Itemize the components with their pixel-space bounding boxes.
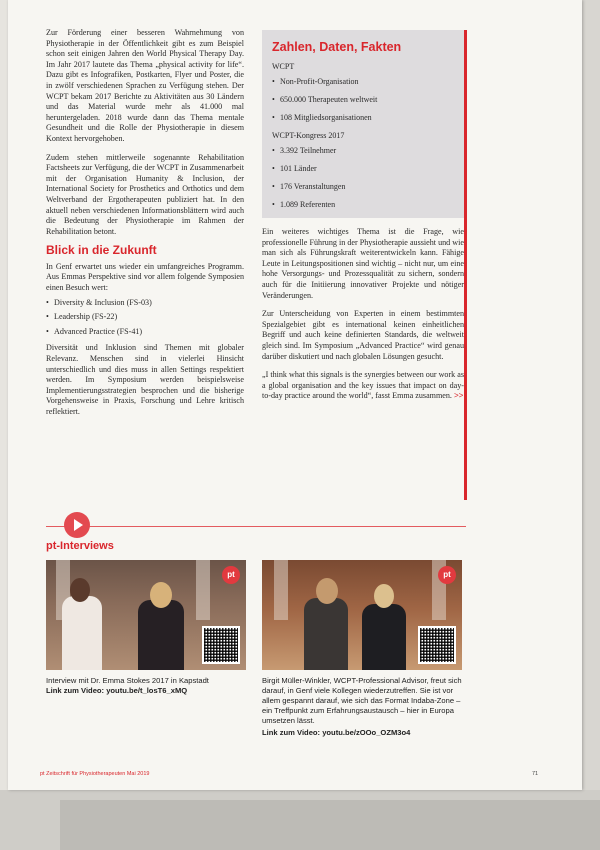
facts-title: Zahlen, Daten, Fakten	[272, 40, 402, 54]
footer-publication: pt Zeitschrift für Physiotherapeuten Mai 2019	[40, 771, 150, 777]
caption-1	[46, 676, 246, 696]
quote-paragraph	[262, 370, 464, 402]
list-item: • 1.089 Referenten	[272, 200, 464, 209]
facts-list	[272, 146, 464, 209]
list-item: • Diversity & Inclusion (FS-03)	[46, 298, 244, 309]
paragraph: Zur Unterscheidung von Experten in einem bestimmten Spezialgebiet gibt es international keinen einheitlichen Begriff und auch keine definierten Standards, die weltweit gleich sind. Im Symposium „Advanced Practice“ wird genau darüber diskutiert und nach globalen Lösungen gesucht.	[262, 309, 464, 361]
facts-list	[272, 77, 464, 122]
caption-text: Interview mit Dr. Emma Stokes 2017 in Kapstadt	[46, 676, 209, 685]
person-figure	[362, 604, 406, 670]
paragraph: Ein weiteres wichtiges Thema ist die Frage, wie professionelle Führung in der Physiotherapie aussieht und wie man sich als Führungskraft weiterentwickeln kann. Fähige Leute in Leitungspositionen sind wichtig – nicht nur, um eine hohe Versorgungs- und Prozessqualität zu sichern, sondern auch für die Initiierung innovativer Projekte und nötiger Veränderungen.	[262, 227, 464, 300]
right-column	[262, 227, 464, 410]
person-head	[374, 584, 394, 608]
caption-text: Birgit Müller-Winkler, WCPT-Professional Advisor, freut sich darauf, in Genf viele Kollegen wiederzutreffen. Sie ist vor allem gespannt darauf, wie sich das Format Indaba-Zone – ein Treffpunkt zum Erfahrungsaustausch – hier in Europa umsetzen lässt.	[262, 676, 462, 725]
list-item: • Leadership (FS-22)	[46, 312, 244, 323]
quote: „I think what this signals is the synergies between our work as a global organisation and the key issues that impact on day-to-day practice around the world“, fasst Emma zusammen.	[262, 370, 464, 401]
scan-background-dark	[60, 800, 600, 850]
symposium-list	[46, 298, 244, 338]
facts-subheading: WCPT-Kongress 2017	[272, 131, 345, 140]
person-head	[150, 582, 172, 608]
list-item: • 176 Veranstaltungen	[272, 182, 464, 191]
video-link[interactable]: Link zum Video: youtu.be/zOOo_OZM3o4	[262, 728, 411, 737]
pt-logo: pt	[438, 566, 456, 584]
window-shape	[274, 560, 288, 620]
interview-photo-2	[262, 560, 462, 670]
facts-subheading: WCPT	[272, 62, 295, 71]
list-item: • 650.000 Therapeuten weltweit	[272, 95, 464, 104]
person-head	[70, 578, 90, 602]
page-number: 71	[532, 771, 539, 777]
section-divider	[46, 526, 466, 527]
paragraph: In Genf erwartet uns wieder ein umfangreiches Programm. Aus Emmas Perspektive sind vor allem folgende Symposien einen Besuch wert:	[46, 261, 244, 293]
paragraph: Zur Förderung einer besseren Wahrnehmung von Physiotherapie in der Öffentlichkeit gibt es zum Beispiel schon seit einigen Jahren den World Physical Therapy Day. Im Jahr 2017 lautete das Thema „physical activity for life“. Dazu gibt es Infografiken, Postkarten, Flyer und Poster, die in zwölf verschiedenen Sprachen zu Verfügung stehen. Der WCPT bekam 2017 Berichte zu Aktivitäten aus 30 Ländern und das Material wurde mehr als 41.000 mal heruntergeladen. 2018 wurde dann das Thema mentale Gesundheit und die Rolle der Physiotherapie in diesem Kontext hervorgehoben.	[46, 28, 244, 143]
page-edge-right	[582, 0, 600, 790]
list-item: • 101 Länder	[272, 164, 464, 173]
list-item: • 108 Mitgliedsorganisationen	[272, 113, 464, 122]
pt-logo: pt	[222, 566, 240, 584]
paragraph: Zudem stehen mittlerweile sogenannte Rehabilitation Factsheets zur Verfügung, die der WCPT in Zusammenarbeit mit der Organisation Humanity & Inclusion, der International Society for Prosthetics and Orthotics und dem Weltverband der Ergotherapeuten publiziert hat. In den aktuell neben verschiedenen Informationsblättern wird auch die Bedeutung der Physiotherapie im Rahmen der Rehabilitation betont.	[46, 152, 244, 236]
margin-rule	[464, 30, 467, 500]
window-shape	[196, 560, 210, 620]
qr-code[interactable]	[418, 626, 456, 664]
qr-code[interactable]	[202, 626, 240, 664]
video-link[interactable]: Link zum Video: youtu.be/t_losT6_xMQ	[46, 686, 188, 695]
interviews-heading: pt-Interviews	[46, 540, 114, 552]
person-figure	[62, 596, 102, 670]
list-item: • Advanced Practice (FS-41)	[46, 327, 244, 338]
person-head	[316, 578, 338, 604]
interview-photo-1	[46, 560, 246, 670]
list-item: • Non-Profit-Organisation	[272, 77, 464, 86]
caption-2	[262, 676, 468, 738]
list-item: • 3.392 Teilnehmer	[272, 146, 464, 155]
section-heading: Blick in die Zukunft	[46, 243, 157, 258]
play-icon	[64, 512, 90, 538]
person-figure	[304, 598, 348, 670]
left-column	[46, 28, 244, 426]
paragraph: Diversität und Inklusion sind Themen mit globaler Relevanz. Menschen sind in vielerlei Hinsicht unterschiedlich und dies muss in allen Settings respektiert werden. Im Symposium werden beispielsweise Implementierungsstrategien besprochen und die bisherige Vorgehensweise in Praxis, Forschung und Lehre kritisch reflektiert.	[46, 343, 244, 416]
person-figure	[138, 600, 184, 670]
facts-box	[262, 30, 464, 218]
continue-arrow: >>	[453, 391, 464, 401]
